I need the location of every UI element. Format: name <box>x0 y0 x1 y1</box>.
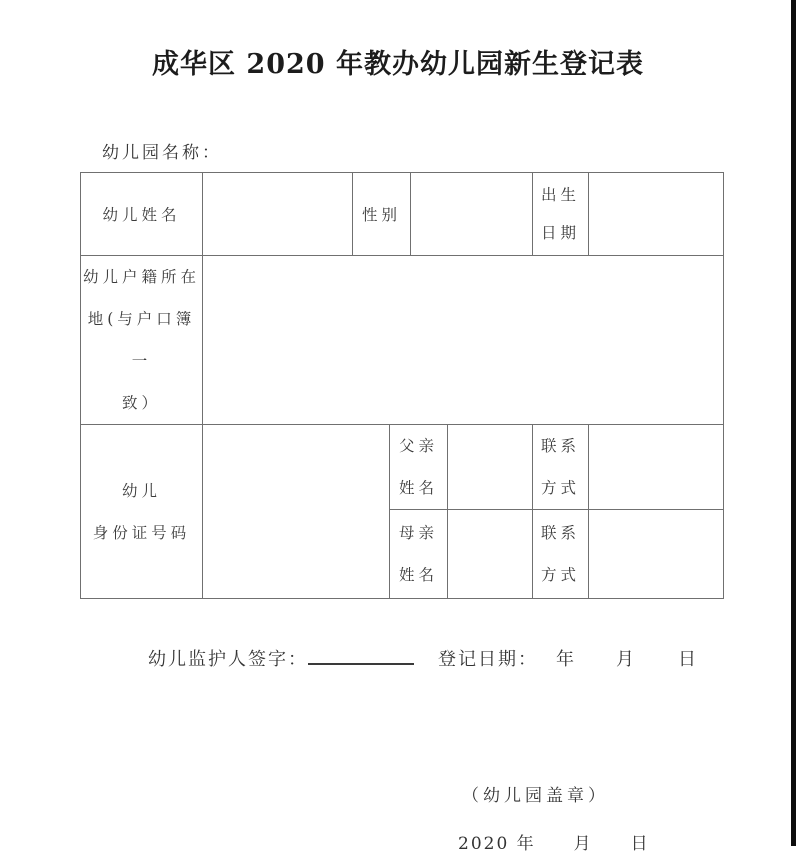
father-name-label-line2: 姓名 <box>399 479 439 497</box>
mother-contact-label-line1: 联系 <box>541 524 581 542</box>
mother-contact-value-cell <box>589 510 724 599</box>
id-number-label-line2: 身份证号码 <box>92 523 191 542</box>
table-row-father <box>81 425 724 510</box>
father-name-label-cell <box>390 425 448 510</box>
signature-blank-line <box>308 647 414 665</box>
father-contact-value-cell <box>589 425 724 510</box>
mother-name-value-cell <box>448 510 533 599</box>
guardian-signature-label: 幼儿监护人签字： <box>148 649 308 670</box>
birth-date-label-line1: 出生 <box>541 186 581 204</box>
scan-edge-artifact <box>791 0 796 846</box>
signature-row <box>148 645 796 671</box>
birth-date-label-line2: 日期 <box>541 224 581 242</box>
father-name-label-line1: 父亲 <box>399 437 439 455</box>
year-label: 年 <box>556 649 576 670</box>
child-name-value-cell <box>203 173 353 256</box>
father-contact-label-cell <box>533 425 589 510</box>
id-number-label-line1: 幼儿 <box>121 481 161 500</box>
page-title: 成华区 2020 年教办幼儿园新生登记表 <box>152 49 644 80</box>
id-number-label-cell <box>81 425 203 599</box>
residence-label-cell <box>81 256 203 425</box>
father-name-value-cell <box>448 425 533 510</box>
mother-contact-label-line2: 方式 <box>541 566 581 584</box>
mother-contact-label-cell <box>533 510 589 599</box>
birth-date-value-cell <box>589 173 724 256</box>
registration-table <box>80 172 724 599</box>
kindergarten-stamp-note: （幼儿园盖章） <box>462 786 609 806</box>
gender-label-cell: 性别 <box>353 173 411 256</box>
day-label: 日 <box>678 649 698 670</box>
father-contact-label-line2: 方式 <box>541 479 581 497</box>
mother-name-label-line1: 母亲 <box>399 524 439 542</box>
mother-name-label-cell <box>390 510 448 599</box>
residence-label-line2: 地(与户口簿一 <box>87 310 196 370</box>
table-row-child-info <box>81 173 724 256</box>
residence-value-cell <box>203 256 724 425</box>
residence-label-line3: 致） <box>121 394 161 412</box>
footer-date-line: 2020 年 月 日 <box>458 834 650 854</box>
table-row-residence <box>81 256 724 425</box>
id-number-value-cell <box>203 425 390 599</box>
child-name-label-cell: 幼儿姓名 <box>81 173 203 256</box>
kindergarten-name-label: 幼儿园名称： <box>102 143 222 163</box>
residence-label-line1: 幼儿户籍所在 <box>82 268 200 286</box>
mother-name-label-line2: 姓名 <box>399 566 439 584</box>
month-label: 月 <box>616 649 636 670</box>
father-contact-label-line1: 联系 <box>541 437 581 455</box>
birth-date-label-cell <box>533 173 589 256</box>
registration-date-label: 登记日期： <box>438 649 538 670</box>
gender-value-cell <box>411 173 533 256</box>
